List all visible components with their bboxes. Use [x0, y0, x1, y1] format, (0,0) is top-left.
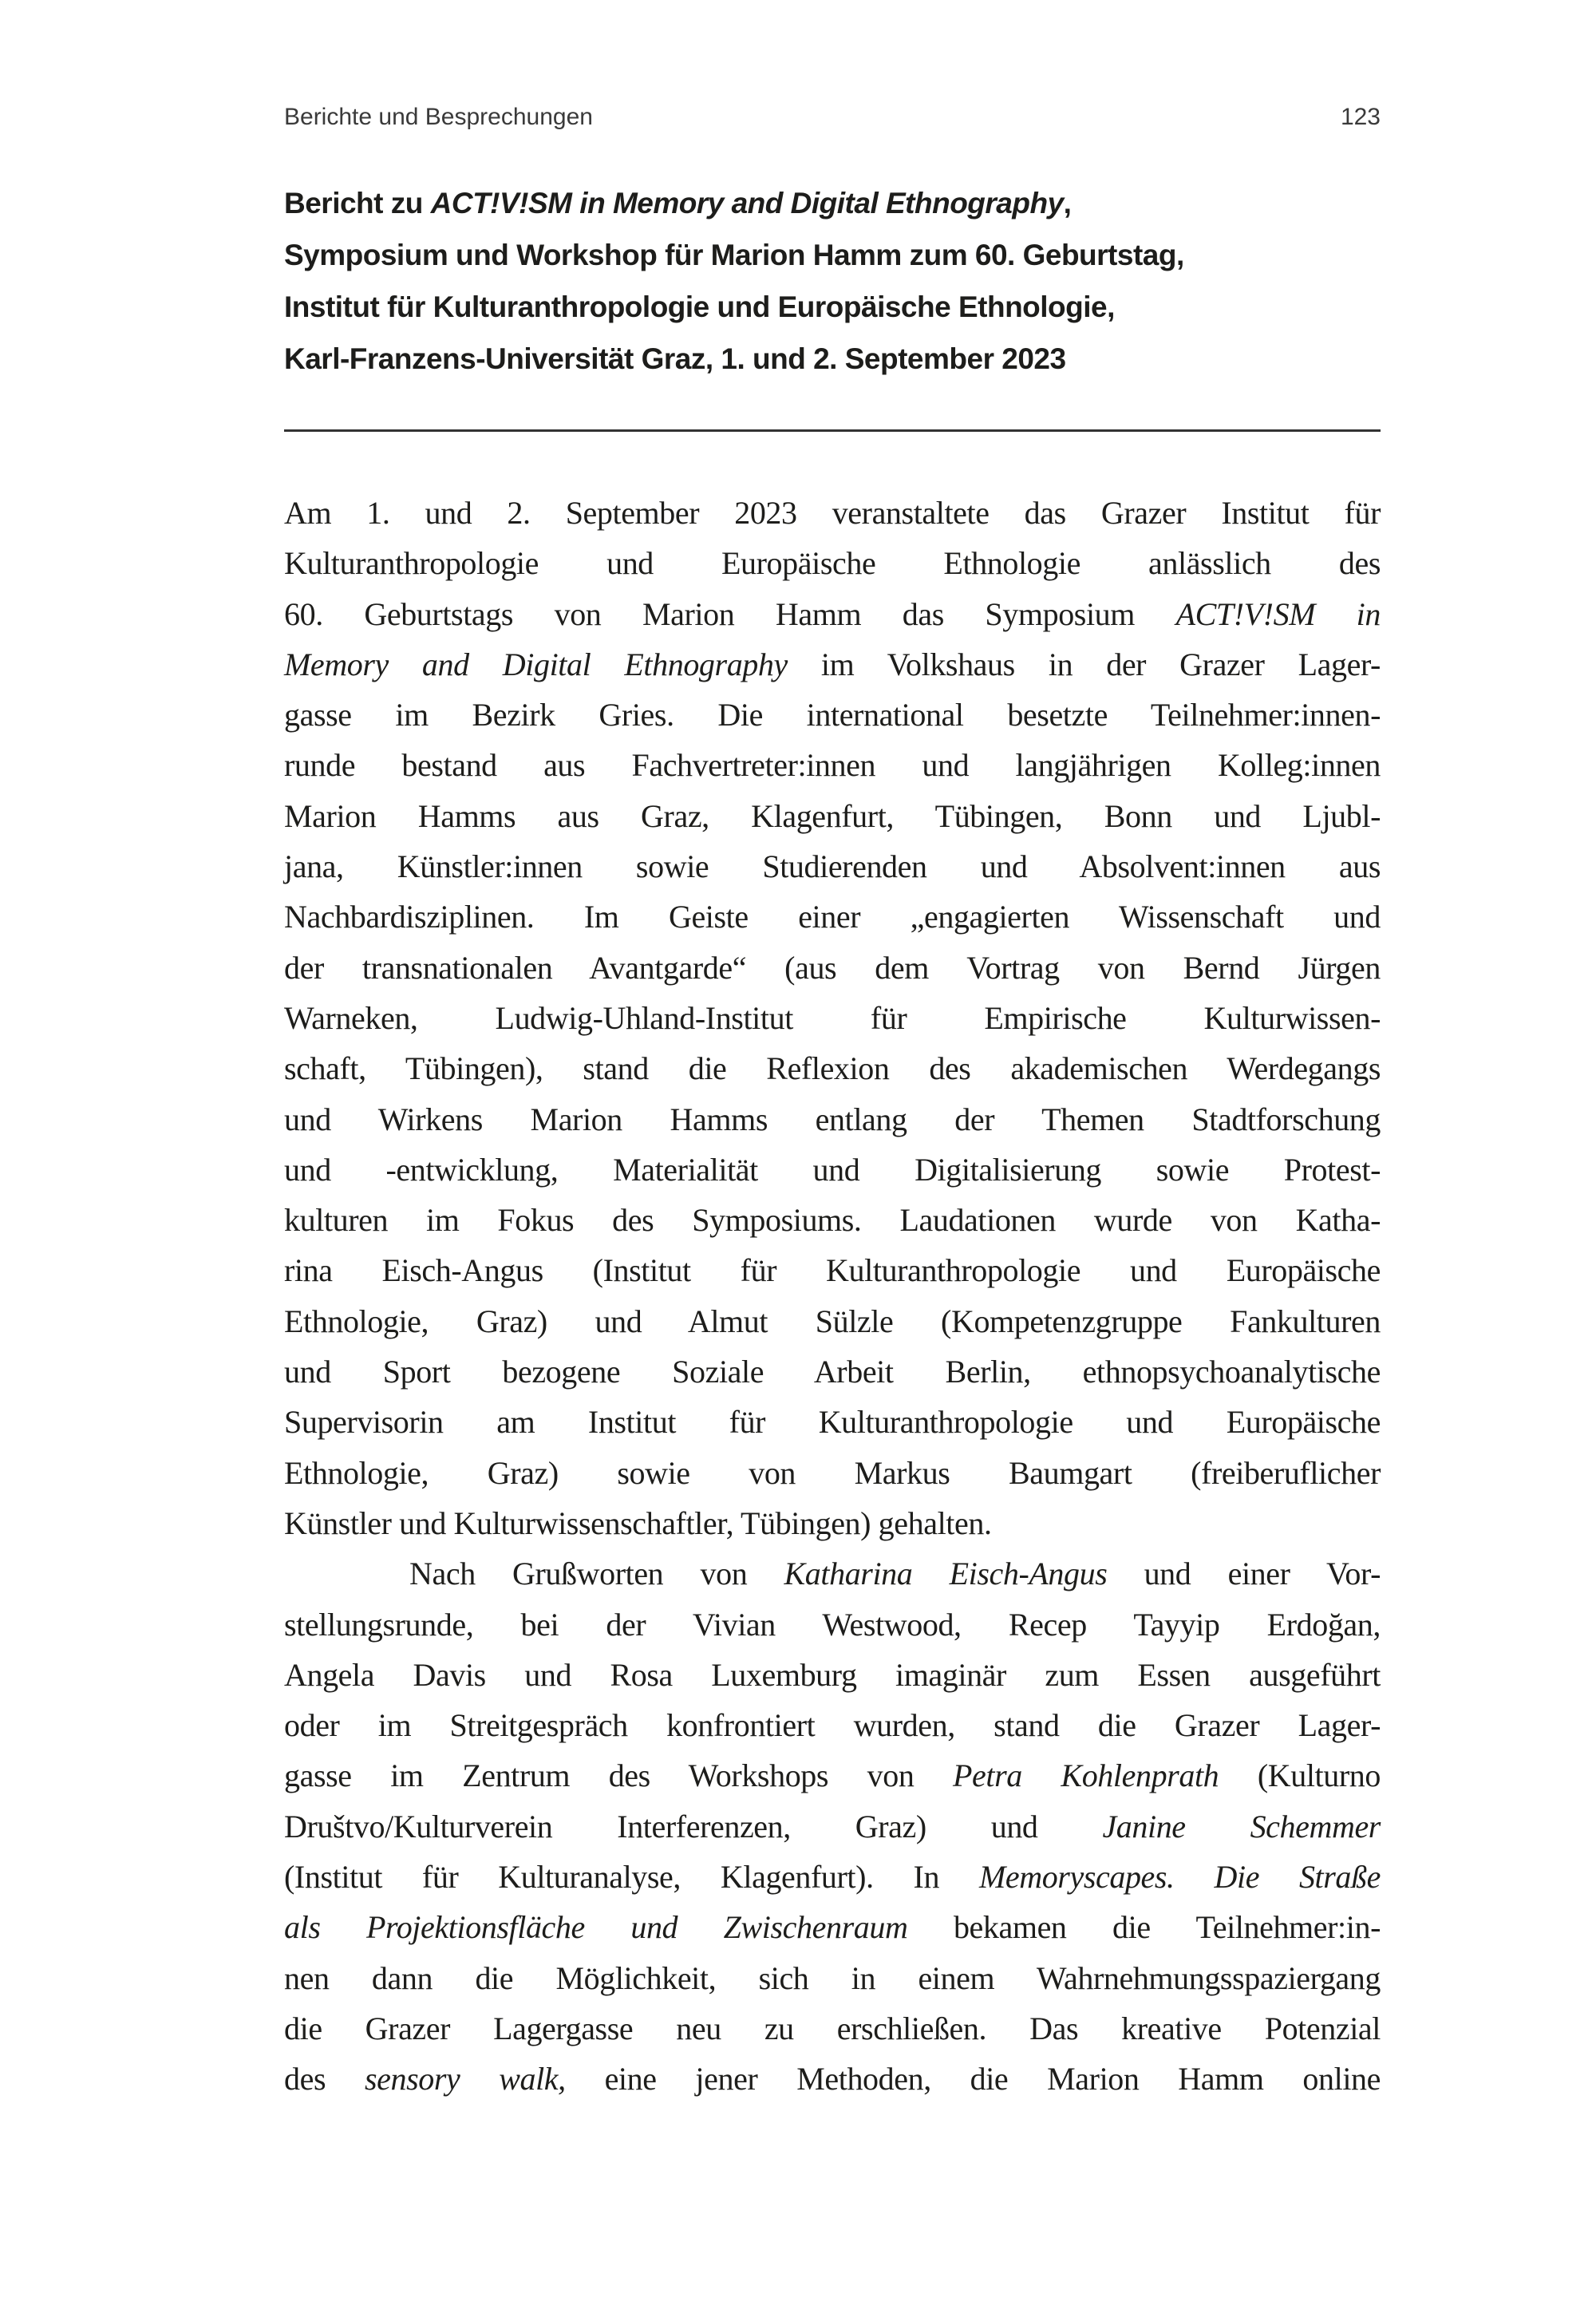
- body-line: [284, 1043, 1381, 1093]
- title-line: [284, 281, 1401, 333]
- title-divider: [284, 429, 1381, 432]
- body-line: [284, 1902, 1381, 1952]
- text-segment: Marion Hamms aus Graz, Klagenfurt, Tübingen, Bonn und Ljubl-: [284, 797, 1381, 834]
- body-line: [284, 2003, 1381, 2054]
- italic-text: Katharina Eisch-Angus: [784, 1556, 1108, 1592]
- article-title: [284, 177, 1401, 385]
- text-segment: schaft, Tübingen), stand die Reflexion des akademischen Werdegangs: [284, 1050, 1381, 1087]
- body-line: [284, 1145, 1381, 1195]
- running-header: [284, 104, 1381, 131]
- body-line: [284, 1700, 1381, 1750]
- italic-text: Memory and Digital Ethnography: [284, 646, 788, 682]
- body-line: [284, 589, 1381, 639]
- italic-text: sensory walk,: [364, 2061, 566, 2097]
- text-segment: im Volkshaus in der Grazer Lager-: [787, 646, 1381, 682]
- text-segment: ,: [1063, 187, 1072, 219]
- text-segment: Nach Grußworten von: [409, 1556, 784, 1592]
- text-segment: und Wirkens Marion Hamms entlang der Themen Stadtforschung: [284, 1101, 1381, 1137]
- text-segment: Angela Davis und Rosa Luxemburg imaginär zum Essen ausgeführt: [284, 1656, 1381, 1693]
- body-line: [284, 1498, 1381, 1548]
- text-segment: runde bestand aus Fachvertreter:innen und langjährigen Kolleg:innen: [284, 747, 1381, 784]
- text-segment: Nachbardisziplinen. Im Geiste einer „engagierten Wissenschaft und: [284, 899, 1381, 935]
- body-line: [284, 1650, 1381, 1700]
- body-line: [284, 690, 1381, 740]
- italic-text: als Projektionsfläche und Zwischenraum: [284, 1909, 908, 1946]
- body-line: [284, 1296, 1381, 1346]
- text-segment: Am 1. und 2. September 2023 veranstaltete das Grazer Institut für: [284, 495, 1381, 531]
- body-line: [284, 1195, 1381, 1245]
- text-segment: (Institut für Kulturanalyse, Klagenfurt). In: [284, 1859, 979, 1896]
- body-line: [284, 538, 1381, 588]
- body-line: [284, 993, 1381, 1043]
- italic-text: ACT!V!SM in: [1175, 595, 1381, 632]
- text-segment: Supervisorin am Institut für Kulturanthropologie und Europäische: [284, 1404, 1381, 1441]
- text-segment: 60. Geburtstags von Marion Hamm das Symposium: [284, 595, 1176, 632]
- body-line: [284, 1801, 1381, 1852]
- body-line: [284, 841, 1381, 892]
- body-line: [284, 1953, 1381, 2003]
- text-segment: Ethnologie, Graz) und Almut Sülzle (Kompetenzgruppe Fankulturen: [284, 1303, 1381, 1339]
- title-line: [284, 229, 1401, 281]
- text-segment: Kulturanthropologie und Europäische Ethnologie anlässlich des: [284, 545, 1381, 582]
- text-segment: rina Eisch-Angus (Institut für Kulturanthropologie und Europäische: [284, 1252, 1381, 1289]
- body-line: [284, 740, 1381, 790]
- text-segment: eine jener Methoden, die Marion Hamm online: [565, 2061, 1381, 2097]
- text-segment: Karl-Franzens-Universität Graz, 1. und 2. September 2023: [284, 342, 1066, 375]
- title-line: [284, 333, 1401, 385]
- body-line: [284, 1599, 1381, 1650]
- text-segment: die Grazer Lagergasse neu zu erschließen. Das kreative Potenzial: [284, 2010, 1381, 2046]
- text-segment: Institut für Kulturanthropologie und Europäische Ethnologie,: [284, 291, 1115, 323]
- body-line: [284, 1852, 1381, 1902]
- article-body: [284, 488, 1381, 2105]
- body-line: [284, 1094, 1381, 1145]
- text-segment: (Kulturno: [1219, 1757, 1381, 1794]
- title-line: [284, 177, 1401, 229]
- text-segment: Ethnologie, Graz) sowie von Markus Baumgart (freiberuflicher: [284, 1454, 1381, 1491]
- text-segment: stellungsrunde, bei der Vivian Westwood, Recep Tayyip Erdoğan,: [284, 1606, 1381, 1643]
- italic-text: Janine Schemmer: [1102, 1808, 1381, 1844]
- body-line: [284, 791, 1381, 841]
- body-line: [284, 1750, 1381, 1801]
- text-segment: und -entwicklung, Materialität und Digitalisierung sowie Protest-: [284, 1151, 1381, 1188]
- text-segment: der transnationalen Avantgarde“ (aus dem Vortrag von Bernd Jürgen: [284, 949, 1381, 986]
- italic-text: ACT!V!SM in Memory and Digital Ethnography: [430, 187, 1064, 219]
- body-line: [284, 943, 1381, 993]
- text-segment: des: [284, 2061, 365, 2097]
- body-line: [284, 488, 1381, 538]
- text-segment: Društvo/Kulturverein Interferenzen, Graz) und: [284, 1808, 1103, 1844]
- text-segment: Künstler und Kulturwissenschaftler, Tübingen) gehalten.: [284, 1504, 992, 1541]
- text-segment: kulturen im Fokus des Symposiums. Laudationen wurde von Katha-: [284, 1202, 1381, 1239]
- body-line: [284, 1346, 1381, 1397]
- text-segment: Warneken, Ludwig-Uhland-Institut für Empirische Kulturwissen-: [284, 999, 1381, 1036]
- text-segment: nen dann die Möglichkeit, sich in einem Wahrnehmungsspaziergang: [284, 1959, 1381, 1996]
- italic-text: Memoryscapes. Die Straße: [978, 1859, 1381, 1896]
- text-segment: Symposium und Workshop für Marion Hamm zum 60. Geburtstag,: [284, 239, 1184, 271]
- body-line: [284, 1245, 1381, 1295]
- text-segment: jana, Künstler:innen sowie Studierenden und Absolvent:innen aus: [284, 848, 1381, 885]
- italic-text: Petra Kohlenprath: [953, 1757, 1219, 1794]
- body-line: [284, 639, 1381, 690]
- text-segment: und Sport bezogene Soziale Arbeit Berlin, ethnopsychoanalytische: [284, 1354, 1381, 1390]
- body-line: [284, 892, 1381, 942]
- text-segment: bekamen die Teilnehmer:in-: [907, 1909, 1381, 1946]
- text-segment: gasse im Zentrum des Workshops von: [284, 1757, 953, 1794]
- body-line: [284, 1548, 1381, 1599]
- body-line: [284, 1397, 1381, 1447]
- text-segment: gasse im Bezirk Gries. Die international besetzte Teilnehmer:innen-: [284, 697, 1381, 733]
- text-segment: und einer Vor-: [1107, 1556, 1381, 1592]
- body-line: [284, 2054, 1381, 2104]
- page-number: 123: [1340, 104, 1381, 130]
- text-segment: Bericht zu: [284, 187, 431, 219]
- section-title: Berichte und Besprechungen: [284, 104, 593, 130]
- body-line: [284, 1448, 1381, 1498]
- text-segment: oder im Streitgespräch konfrontiert wurden, stand die Grazer Lager-: [284, 1707, 1381, 1744]
